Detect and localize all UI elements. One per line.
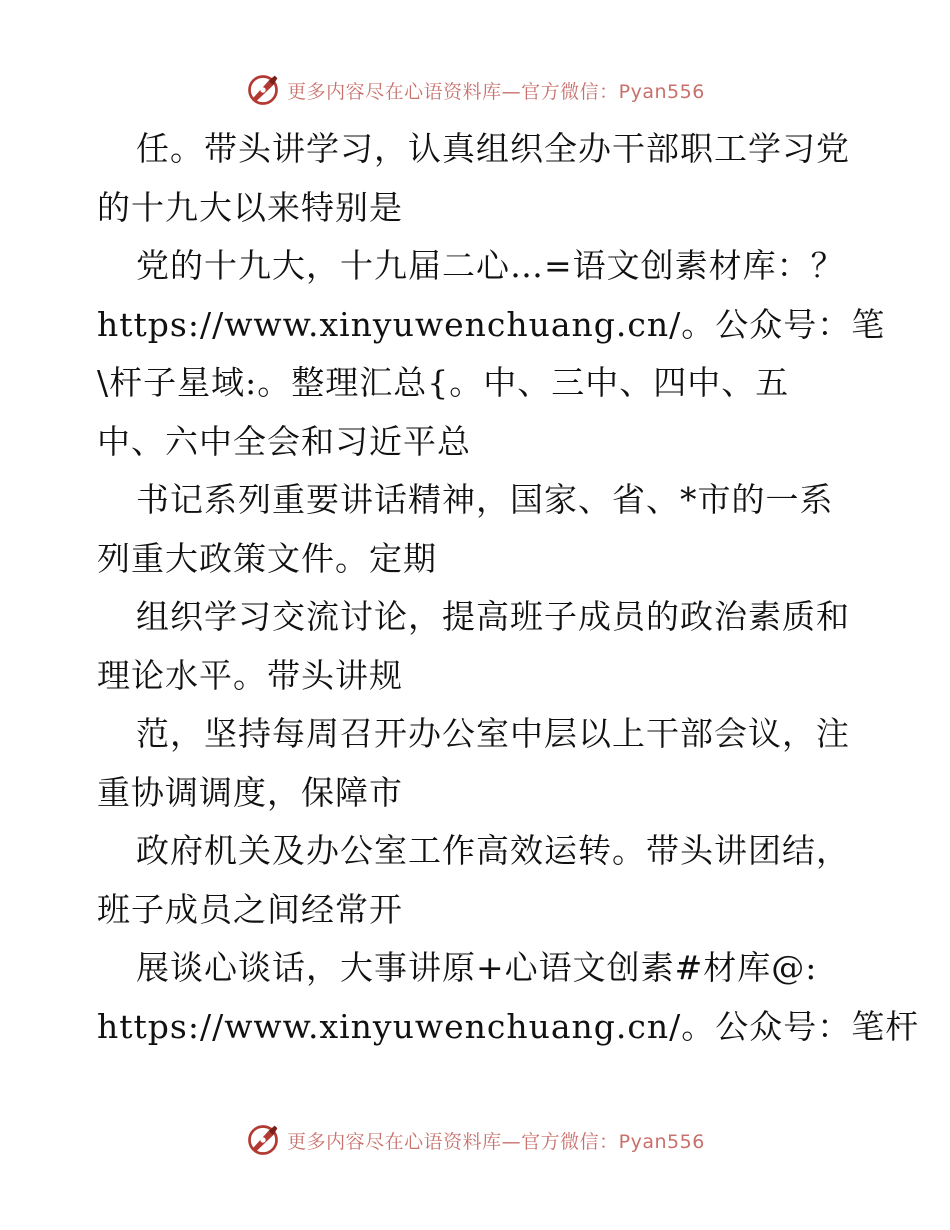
text-line: 范，坚持每周召开办公室中层以上干部会议，注	[136, 714, 850, 753]
fountain-pen-logo-icon	[245, 72, 281, 108]
text-line: 展谈心谈话，大事讲原+心语文创素#材库@:	[136, 948, 818, 987]
header-banner-text: 更多内容尽在心语资料库—官方微信：Pyan556	[287, 80, 705, 103]
text-line: https://www.xinyuwenchuang.cn/。公众号：笔杆	[97, 1006, 920, 1046]
document-body	[97, 120, 920, 1056]
text-line: 政府机关及办公室工作高效运转。带头讲团结，	[136, 831, 850, 870]
footer-banner	[0, 1120, 950, 1160]
text-line: 中、六中全会和习近平总	[97, 421, 471, 461]
text-line: 党的十九大，十九届二心…=语文创素材库：？	[136, 246, 845, 285]
text-line: 重协调调度，保障市	[97, 772, 403, 812]
text-line: 组织学习交流讨论，提高班子成员的政治素质和	[136, 597, 850, 636]
footer-banner-text: 更多内容尽在心语资料库—官方微信：Pyan556	[287, 1130, 705, 1153]
text-line: 班子成员之间经常开	[97, 889, 403, 929]
text-line: 的十九大以来特别是	[97, 187, 403, 227]
text-line: \杆子星域:。整理汇总{。中、三中、四中、五	[97, 363, 790, 402]
text-line: 列重大政策文件。定期	[97, 538, 437, 578]
fountain-pen-logo-icon	[245, 1122, 281, 1158]
header-banner	[0, 70, 950, 110]
text-line: 理论水平。带头讲规	[97, 655, 403, 695]
text-line: 任。带头讲学习，认真组织全办干部职工学习党	[136, 129, 850, 168]
text-line: 书记系列重要讲话精神，国家、省、*市的一系	[136, 480, 834, 519]
text-line: https://www.xinyuwenchuang.cn/。公众号：笔	[97, 304, 886, 344]
